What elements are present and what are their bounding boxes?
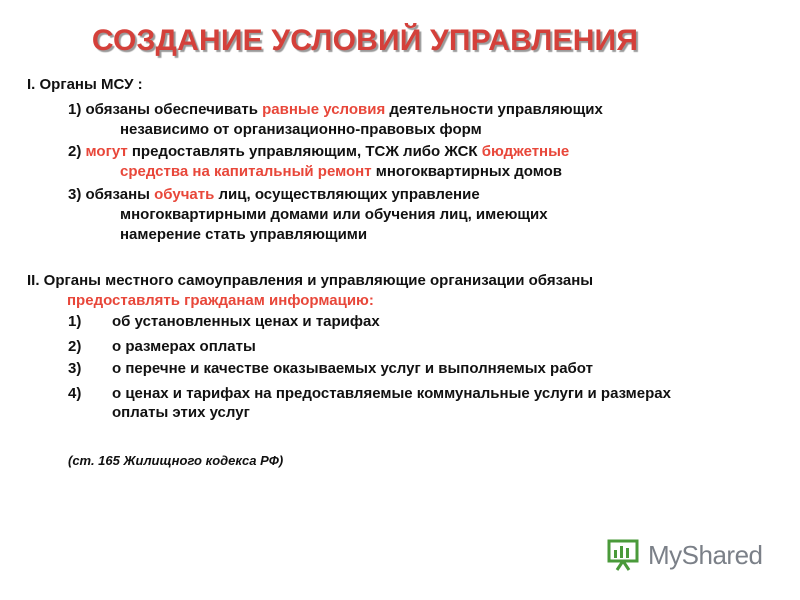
item2-line1: [68, 142, 569, 162]
item-number: 3): [68, 186, 86, 203]
item-text: лиц, осуществляющих управление: [214, 186, 480, 203]
item-text: об установленных ценах и тарифах: [112, 313, 380, 330]
item-number: 1): [68, 101, 86, 118]
highlight-text: равные условия: [262, 101, 386, 118]
item-number: 4): [68, 385, 82, 402]
highlight-text: могут: [85, 143, 128, 160]
item-text: обязаны: [85, 186, 155, 203]
logo-text: MyShared: [648, 540, 763, 570]
item2-line2: [68, 162, 569, 182]
section2-heading: [27, 271, 747, 311]
item-text: о перечне и качестве оказываемых услуг и выполняемых работ: [112, 360, 593, 377]
presentation-board-icon: [606, 538, 644, 572]
item-number: 2): [68, 143, 86, 160]
section1-item-1: [68, 100, 603, 140]
item3-line1: [68, 185, 548, 205]
highlight-text: обучать: [154, 186, 215, 203]
item-number: 3): [68, 360, 82, 377]
item-text: предоставлять управляющим, ТСЖ либо ЖСК: [127, 143, 482, 160]
section2-item-2: [68, 337, 728, 356]
item1-line2: независимо от организационно-правовых форм: [120, 121, 482, 138]
item-text: о размерах оплаты: [112, 338, 256, 355]
item-text: о ценах и тарифах на предоставляемые коммунальные услуги и размерах оплаты этих услуг: [112, 385, 671, 421]
slide-title: СОЗДАНИЕ УСЛОВИЙ УПРАВЛЕНИЯ: [91, 24, 639, 57]
section2-subheading: предоставлять гражданам информацию:: [67, 292, 374, 309]
item3-line2: многоквартирными домами или обучения лиц, имеющих: [120, 206, 548, 223]
section2-item-1: [68, 312, 728, 331]
section2-item-3: [68, 359, 728, 378]
item-text: деятельности управляющих: [385, 101, 603, 118]
item-text: обязаны обеспечивать: [85, 101, 263, 118]
highlight-text: средства на капитальный ремонт: [120, 163, 372, 180]
item-number: 2): [68, 338, 82, 355]
section2-item-4: [68, 384, 728, 422]
section2-heading-text: II. Органы местного самоуправления и управляющие организации обязаны: [27, 272, 594, 289]
item-text: многоквартирных домов: [371, 163, 562, 180]
item3-line3: намерение стать управляющими: [120, 226, 368, 243]
section1-heading: I. Органы МСУ :: [27, 76, 143, 93]
myshared-logo: [606, 538, 776, 572]
item1-line1: [68, 100, 603, 120]
section1-item-3: [68, 185, 548, 245]
section1-item-2: [68, 142, 569, 182]
highlight-text: бюджетные: [481, 143, 570, 160]
item-number: 1): [68, 313, 82, 330]
law-citation: (ст. 165 Жилищного кодекса РФ): [68, 453, 284, 468]
